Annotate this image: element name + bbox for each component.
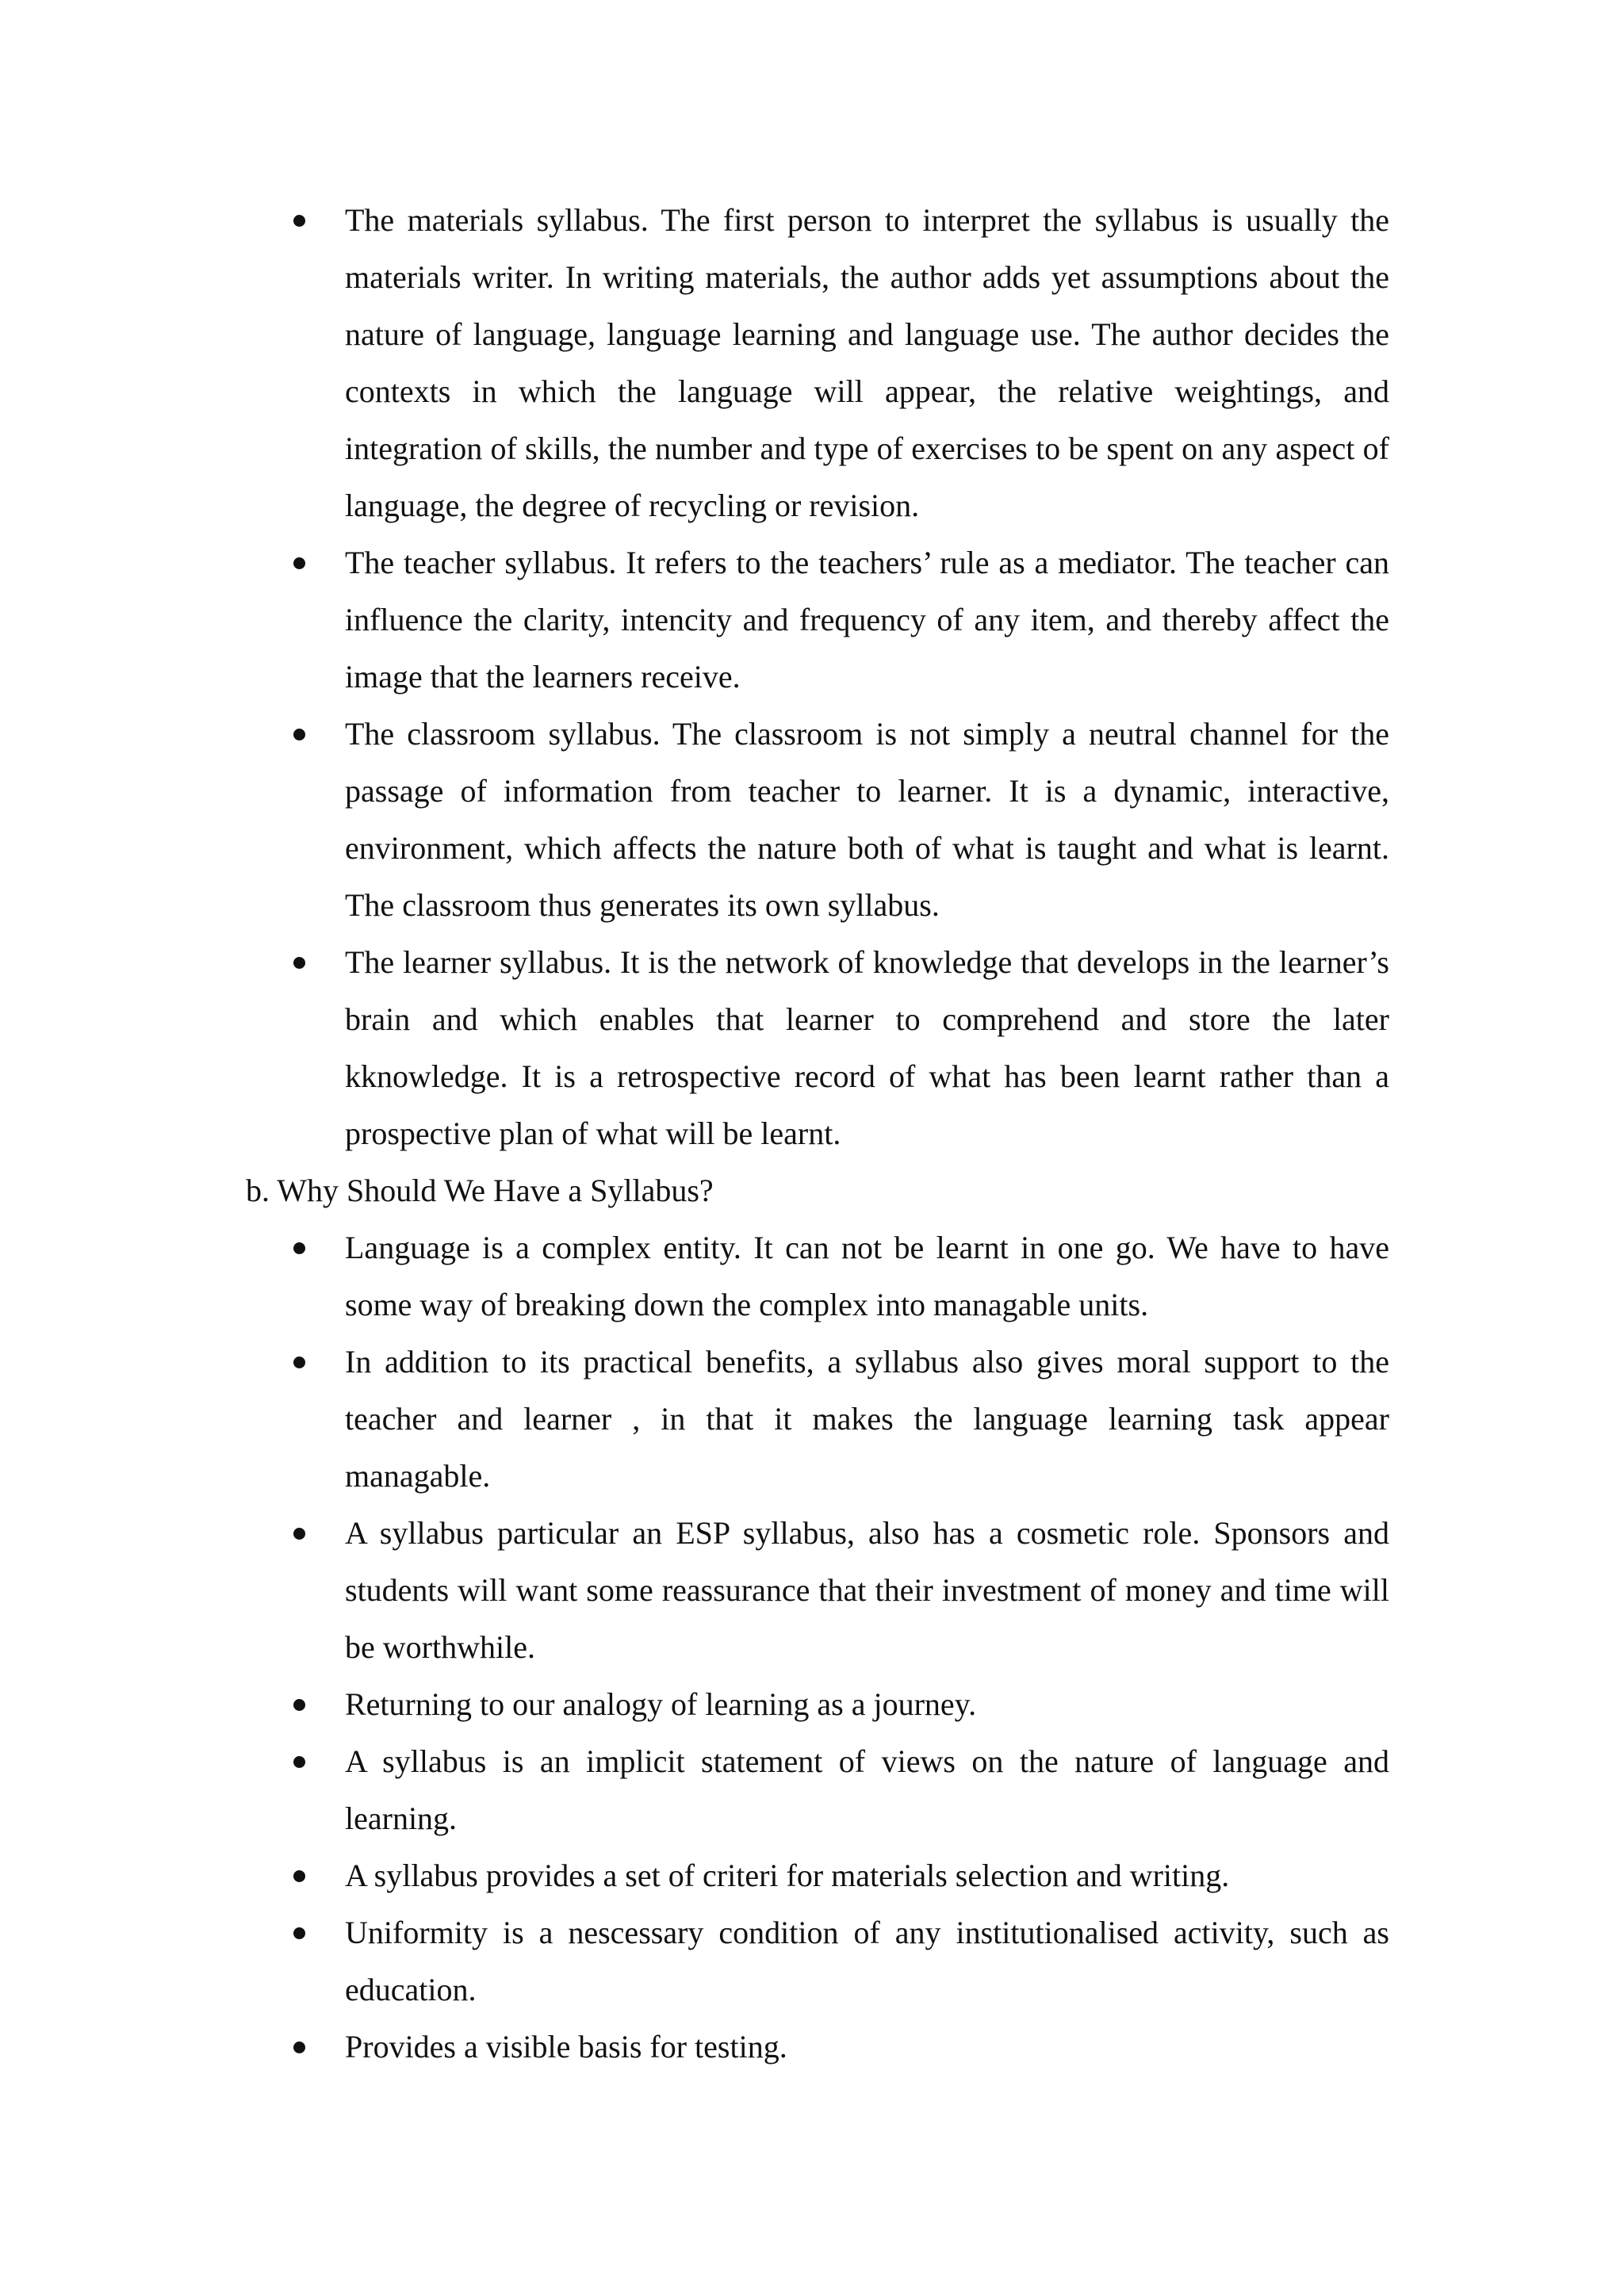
syllabus-types-list	[246, 192, 1389, 1162]
list-item-text: The materials syllabus. The first person to interpret the syllabus is usually the materials writer. In writing materials, the author adds yet assumptions about the nature of language, language learning and language use. The author decides the contexts in which the language will appear, the relative weightings, and integration of skills, the number and type of exercises to be spent on any aspect of language, the degree of recycling or revision.	[345, 202, 1389, 523]
list-item	[246, 192, 1389, 534]
list-item-text: The teacher syllabus. It refers to the teachers’ rule as a mediator. The teacher can influence the clarity, intencity and frequency of any item, and thereby affect the image that the learners receive.	[345, 545, 1389, 695]
bullet-icon	[293, 557, 305, 569]
list-item	[246, 706, 1389, 934]
list-item	[246, 1219, 1389, 1334]
list-item	[246, 1676, 1389, 1733]
list-item	[246, 934, 1389, 1162]
list-item	[246, 1733, 1389, 1847]
bullet-icon	[293, 1756, 305, 1768]
list-item-text: In addition to its practical benefits, a syllabus also gives moral support to the teacher and learner , in that it makes the language learning task appear managable.	[345, 1344, 1389, 1494]
list-item-text: The learner syllabus. It is the network of knowledge that develops in the learner’s brain and which enables that learner to comprehend and store the later kknowledge. It is a retrospective record of what has been learnt rather than a prospective plan of what will be learnt.	[345, 944, 1389, 1151]
page-content	[246, 192, 1389, 2076]
bullet-icon	[293, 729, 305, 740]
syllabus-reasons-list	[246, 1219, 1389, 2076]
list-item	[246, 2019, 1389, 2076]
list-item	[246, 534, 1389, 706]
bullet-icon	[293, 2042, 305, 2053]
list-item-text: Provides a visible basis for testing.	[345, 2029, 787, 2064]
list-item-text: Language is a complex entity. It can not be learnt in one go. We have to have some way of breaking down the complex into managable units.	[345, 1230, 1389, 1322]
bullet-icon	[293, 1528, 305, 1540]
bullet-icon	[293, 1870, 305, 1882]
section-heading: b. Why Should We Have a Syllabus?	[246, 1173, 714, 1208]
list-item-text: A syllabus is an implicit statement of views on the nature of language and learning.	[345, 1743, 1389, 1836]
bullet-icon	[293, 1699, 305, 1711]
bullet-icon	[293, 1927, 305, 1939]
list-item-text: A syllabus particular an ESP syllabus, also has a cosmetic role. Sponsors and students will want some reassurance that their investment of money and time will be worthwhile.	[345, 1515, 1389, 1665]
list-item	[246, 1505, 1389, 1676]
list-item	[246, 1904, 1389, 2019]
bullet-icon	[293, 1357, 305, 1368]
list-item-text: The classroom syllabus. The classroom is not simply a neutral channel for the passage of information from teacher to learner. It is a dynamic, interactive, environment, which affects the nature both of what is taught and what is learnt. The classroom thus generates its own syllabus.	[345, 716, 1389, 923]
bullet-icon	[293, 215, 305, 227]
list-item-text: Returning to our analogy of learning as a journey.	[345, 1686, 977, 1722]
bullet-icon	[293, 957, 305, 969]
list-item-text: A syllabus provides a set of criteri for materials selection and writing.	[345, 1858, 1230, 1893]
list-item	[246, 1334, 1389, 1505]
bullet-icon	[293, 1242, 305, 1254]
list-item	[246, 1847, 1389, 1904]
list-item-text: Uniformity is a nescessary condition of any institutionalised activity, such as education.	[345, 1915, 1389, 2007]
